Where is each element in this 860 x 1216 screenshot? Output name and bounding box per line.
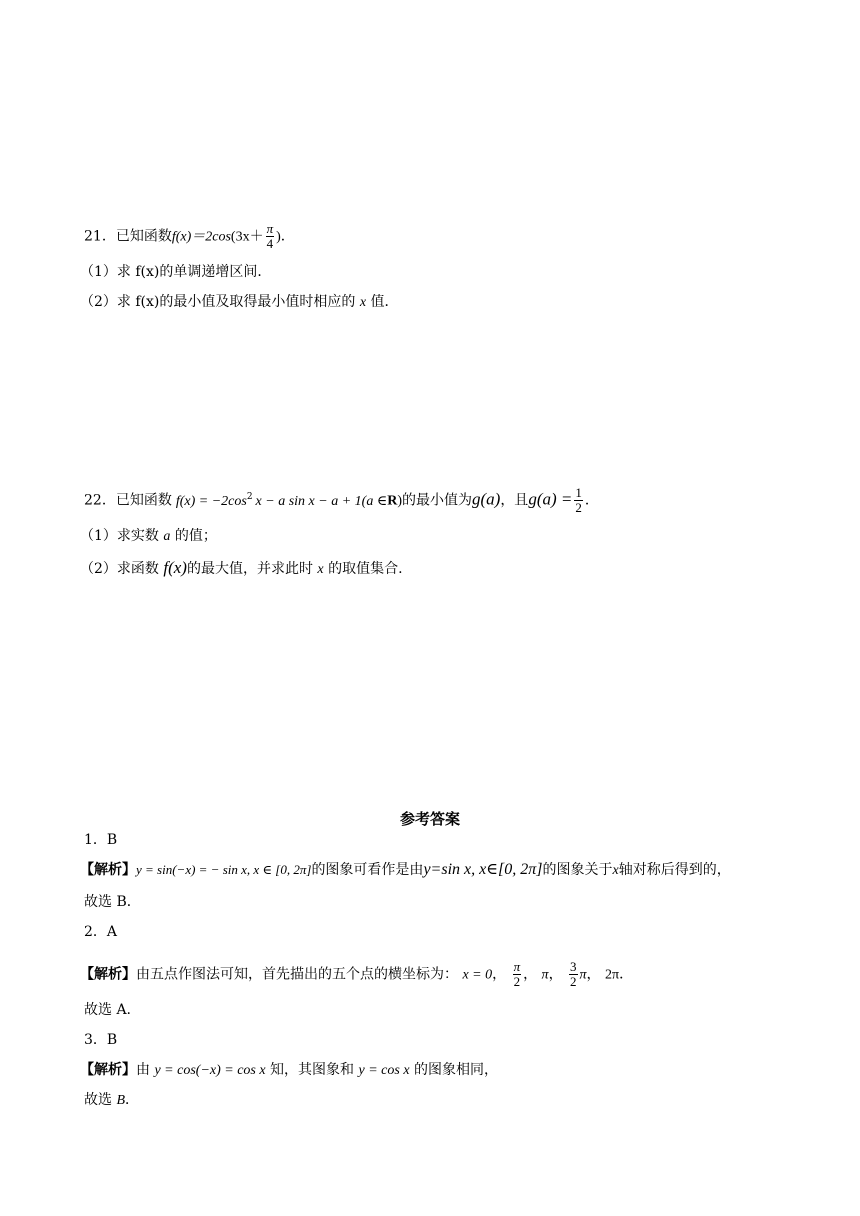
a3-conclusion bbox=[84, 1090, 139, 1111]
a1-expr1: y = sin(−x) = − sin x, x ∈ [0, 2π] bbox=[136, 862, 312, 877]
a2-frac2-num: 3 bbox=[570, 959, 577, 974]
a3-conclusion-prefix: 故选 bbox=[84, 1092, 112, 1108]
q22-part2 bbox=[80, 558, 403, 580]
a3-conclusion-end: ． bbox=[125, 1092, 140, 1108]
a3-expr2: y = cos x bbox=[358, 1063, 410, 1078]
q22-part1-prefix: （1）求实数 bbox=[80, 528, 159, 544]
q21-func: f(x)＝2cos bbox=[171, 229, 231, 245]
q22-part1 bbox=[80, 526, 217, 547]
q22-func-end: ) bbox=[397, 493, 402, 509]
q22-and: ，且 bbox=[500, 492, 529, 509]
q22-part2-prefix: （2）求函数 bbox=[80, 561, 159, 577]
q22-part2-fx: f(x) bbox=[163, 558, 187, 577]
q22-ga: g(a) bbox=[471, 489, 501, 509]
q21-stem bbox=[84, 222, 295, 251]
a1-axis: x bbox=[612, 863, 619, 878]
a2-text1: 由五点作图法可知，首先描出的五个点的横坐标为： bbox=[136, 966, 458, 983]
q22-ga2: g(a) = bbox=[528, 489, 573, 509]
q21-part2-var: x bbox=[359, 295, 367, 310]
q21-fraction bbox=[266, 222, 275, 251]
a3-text2: 知，其图象和 bbox=[270, 1062, 355, 1078]
a1-number: 1．B bbox=[84, 832, 118, 848]
a2-tag: 【解析】 bbox=[80, 966, 136, 983]
a3-text1: 由 bbox=[136, 1062, 150, 1078]
q22-part1-suffix: 的值； bbox=[174, 528, 217, 544]
q21-stem-prefix: 已知函数 bbox=[115, 228, 172, 245]
a2-explanation bbox=[80, 960, 633, 989]
q22-end: ． bbox=[584, 492, 599, 509]
a2-x0: x = 0 bbox=[462, 967, 493, 983]
q22-func-rest: x − a sin x − a + 1(a ∈ bbox=[255, 493, 388, 509]
q21-part2 bbox=[80, 292, 398, 313]
q21-part2-prefix: （2）求 f(x)的最小值及取得最小值时相应的 bbox=[80, 294, 356, 310]
a2-frac2-den: 2 bbox=[570, 974, 577, 989]
a2-sep1: ， bbox=[492, 966, 507, 983]
a2-conclusion: 故选 A. bbox=[84, 1002, 132, 1018]
q22-number: 22． bbox=[84, 492, 116, 509]
a3-expr1: y = cos(−x) = cos x bbox=[154, 1063, 266, 1078]
q22-func: f(x) = −2cos bbox=[175, 493, 247, 509]
q22-part1-var: a bbox=[163, 529, 171, 544]
q22-fraction bbox=[574, 486, 583, 515]
a2-pi: π bbox=[541, 967, 549, 983]
a2-frac1 bbox=[513, 960, 522, 989]
a3-number: 3．B bbox=[84, 1032, 118, 1048]
q21-part1: （1）求 f(x)的单调递增区间． bbox=[80, 264, 272, 280]
q22-part2-suffix: 的取值集合. bbox=[328, 561, 403, 577]
a3-text3: 的图象相同， bbox=[414, 1062, 498, 1078]
q21-frac-num: π bbox=[266, 221, 274, 236]
a2-pi2: π bbox=[579, 967, 587, 983]
a1-expr2: y=sin x, x∈[0, 2π] bbox=[423, 861, 543, 878]
answers-title: 参考答案 bbox=[399, 810, 460, 828]
q21-part2-suffix: 值． bbox=[370, 294, 399, 310]
a2-frac2 bbox=[569, 960, 578, 989]
a2-end: ． bbox=[619, 966, 634, 983]
q22-frac-den: 2 bbox=[575, 500, 582, 515]
q22-mid: 的最小值为 bbox=[401, 492, 472, 509]
a3-conclusion-var: B bbox=[116, 1093, 126, 1108]
a2-sep4: ， bbox=[586, 966, 601, 983]
a2-sep2: ， bbox=[523, 966, 538, 983]
a1-tag: 【解析】 bbox=[80, 862, 136, 878]
q22-stem-prefix: 已知函数 bbox=[115, 492, 172, 509]
q22-part2-mid: 的最大值，并求此时 bbox=[186, 561, 313, 577]
a2-twopi: 2π bbox=[604, 967, 620, 983]
q22-part2-var: x bbox=[317, 562, 324, 577]
q21-arg-close: )． bbox=[276, 229, 295, 245]
q22-bold-r: R bbox=[387, 493, 398, 509]
q21-frac-den: 4 bbox=[266, 236, 274, 251]
q22-sup: 2 bbox=[246, 491, 253, 502]
q22-stem bbox=[84, 486, 599, 515]
a1-conclusion: 故选 B． bbox=[84, 894, 141, 910]
q21-arg-open: (3x＋ bbox=[230, 229, 264, 245]
q22-frac-num: 1 bbox=[575, 485, 582, 500]
q21-number: 21． bbox=[84, 228, 116, 245]
a2-sep3: ， bbox=[548, 966, 563, 983]
a2-number: 2．A bbox=[84, 924, 118, 940]
a2-frac1-num: π bbox=[513, 959, 521, 974]
a1-text2: 的图象关于 bbox=[542, 862, 613, 878]
a2-frac1-den: 2 bbox=[513, 974, 521, 989]
a1-text1: 的图象可看作是由 bbox=[311, 862, 424, 878]
a1-text3: 轴对称后得到的， bbox=[618, 862, 731, 878]
a3-explanation bbox=[80, 1060, 498, 1081]
a3-tag: 【解析】 bbox=[80, 1062, 136, 1078]
a1-explanation bbox=[80, 860, 731, 881]
